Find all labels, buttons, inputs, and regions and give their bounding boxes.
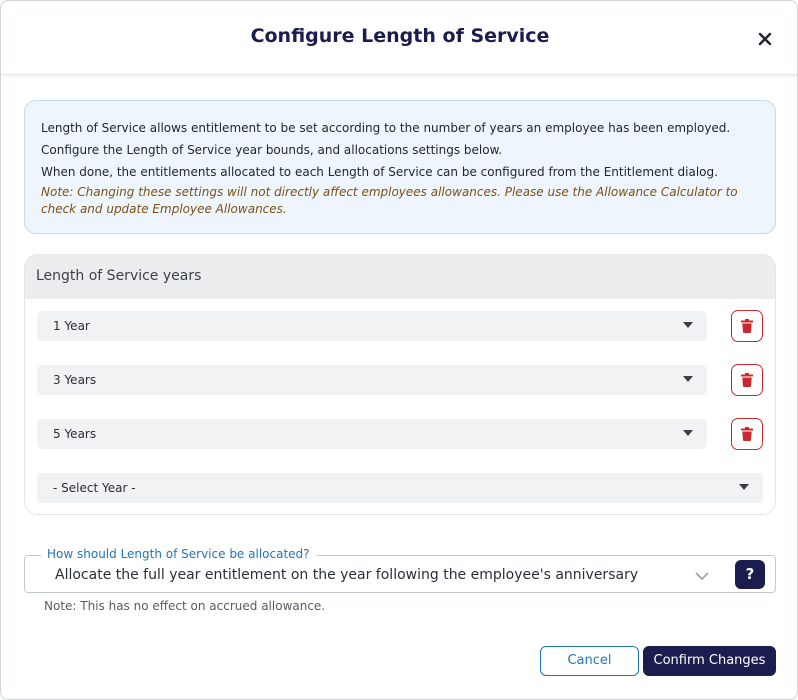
los-year-row xyxy=(37,311,763,341)
year-select[interactable] xyxy=(37,311,707,341)
info-box xyxy=(24,100,776,234)
trash-icon[interactable] xyxy=(731,418,763,450)
year-select[interactable] xyxy=(37,419,707,449)
los-new-year-row xyxy=(37,473,763,503)
caret-down-icon xyxy=(683,430,693,436)
allocation-note: Note: This has no effect on accrued allowance. xyxy=(44,599,326,613)
chevron-down-icon[interactable] xyxy=(695,568,709,586)
info-line: Configure the Length of Service year bounds, and allocations settings below. xyxy=(41,143,503,157)
new-year-select[interactable] xyxy=(37,473,763,503)
info-note: Note: Changing these settings will not directly affect employees allowances. Please use the Allowance Calculator to check and update Employee Allowances. xyxy=(41,185,738,216)
los-years-header: Length of Service years xyxy=(25,255,775,299)
caret-down-icon xyxy=(739,484,749,490)
year-select-value: 3 Years xyxy=(53,373,97,387)
info-line: Length of Service allows entitlement to be set according to the number of years an employee has been employed. xyxy=(41,121,731,135)
year-select[interactable] xyxy=(37,365,707,395)
close-icon[interactable] xyxy=(753,27,777,51)
trash-icon[interactable] xyxy=(731,310,763,342)
new-year-placeholder: - Select Year - xyxy=(53,481,136,495)
los-year-row xyxy=(37,365,763,395)
info-line: When done, the entitlements allocated to each Length of Service can be configured from the Entitlement dialog. xyxy=(41,165,718,179)
trash-icon[interactable] xyxy=(731,364,763,396)
dialog-title: Configure Length of Service xyxy=(250,25,550,47)
caret-down-icon xyxy=(683,376,693,382)
confirm-changes-button[interactable]: Confirm Changes xyxy=(643,646,776,676)
allocation-value: Allocate the full year entitlement on the year following the employee's anniversary xyxy=(55,567,639,583)
year-select-value: 1 Year xyxy=(53,319,90,333)
allocation-label: How should Length of Service be allocated? xyxy=(41,547,316,561)
dialog-header xyxy=(1,1,798,75)
los-years-panel xyxy=(24,254,776,515)
cancel-button[interactable]: Cancel xyxy=(540,646,639,676)
los-year-row xyxy=(37,419,763,449)
caret-down-icon xyxy=(683,322,693,328)
help-button[interactable]: ? xyxy=(735,560,765,589)
year-select-value: 5 Years xyxy=(53,427,97,441)
